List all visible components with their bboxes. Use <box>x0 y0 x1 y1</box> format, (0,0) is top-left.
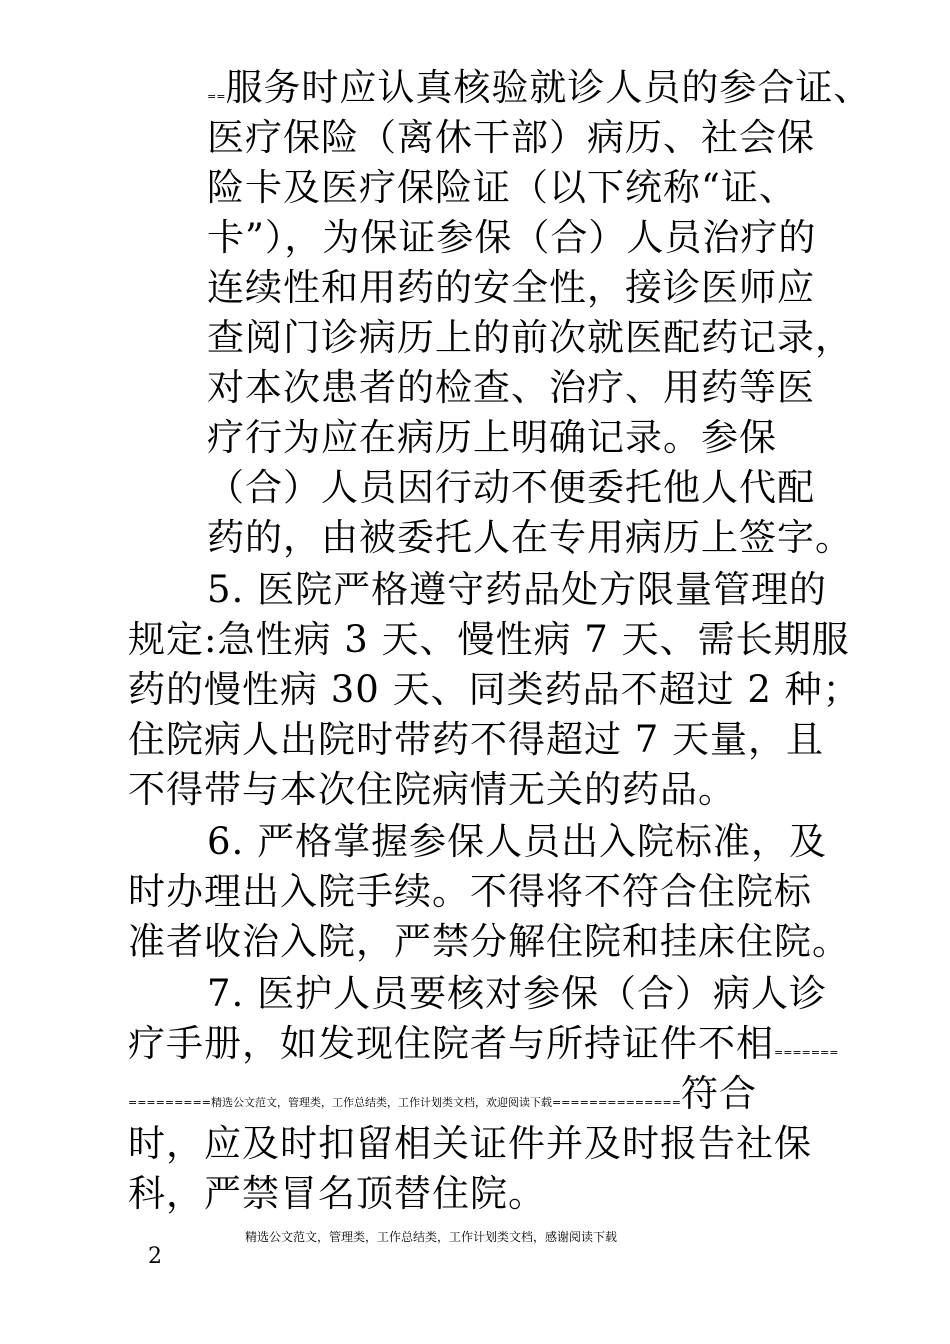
body-line <box>128 1018 839 1070</box>
body-line: 不得带与本次住院病情无关的药品。 <box>128 768 736 811</box>
body-line: 查阅门诊病历上的前次就医配药记录， <box>207 316 853 359</box>
page-number: 2 <box>148 1244 162 1269</box>
item-7-line: 7. 医护人员要核对参保（合）病人诊 <box>207 972 828 1015</box>
body-line: 住院病人出院时带药不得超过 7 天量，且 <box>128 718 825 761</box>
body-line <box>128 1068 757 1120</box>
body-line: 规定:急性病 3 天、慢性病 7 天、需长期服 <box>128 618 850 661</box>
body-line <box>207 62 871 114</box>
body-line: 药的，由被委托人在专用病历上签字。 <box>207 516 853 559</box>
separator-marks: == <box>207 90 226 103</box>
separator-marks: ======= <box>774 1046 839 1059</box>
body-line: 科，严禁冒名顶替住院。 <box>128 1172 546 1215</box>
body-line: 医疗保险（离休干部）病历、社会保 <box>207 116 815 159</box>
body-line: 疗行为应在病历上明确记录。参保 <box>207 416 777 459</box>
line-text: 符合 <box>680 1072 757 1115</box>
body-line: 药的慢性病 30 天、同类药品不超过 2 种； <box>128 668 861 711</box>
item-6-line: 6. 严格掌握参保人员出入院标准，及 <box>207 820 828 863</box>
body-line: 时办理出入院手续。不得将不符合住院标 <box>128 870 812 913</box>
item-5-line: 5. 医院严格遵守药品处方限量管理的 <box>207 568 828 611</box>
body-line: 准者收治入院，严禁分解住院和挂床住院。 <box>128 920 850 963</box>
footer-note: 精选公文范文，管理类，工作总结类，工作计划类文档，感谢阅读下载 <box>245 1230 618 1244</box>
line-text: 疗手册，如发现住院者与所持证件不相 <box>128 1022 774 1065</box>
body-line: （合）人员因行动不便委托他人代配 <box>207 466 815 509</box>
body-line: 卡”），为保证参保（合）人员治疗的 <box>207 216 817 259</box>
line-text: 服务时应认真核验就诊人员的参合证、 <box>225 66 872 109</box>
inline-note: =========精选公文范文，管理类，工作总结类，工作计划类文档，欢迎阅读下载============== <box>128 1096 681 1109</box>
body-line: 时，应及时扣留相关证件并及时报告社保 <box>128 1122 812 1165</box>
body-line: 险卡及医疗保险证（以下统称“证、 <box>207 166 797 209</box>
body-line: 连续性和用药的安全性，接诊医师应 <box>207 266 815 309</box>
body-line: 对本次患者的检查、治疗、用药等医 <box>207 366 815 409</box>
